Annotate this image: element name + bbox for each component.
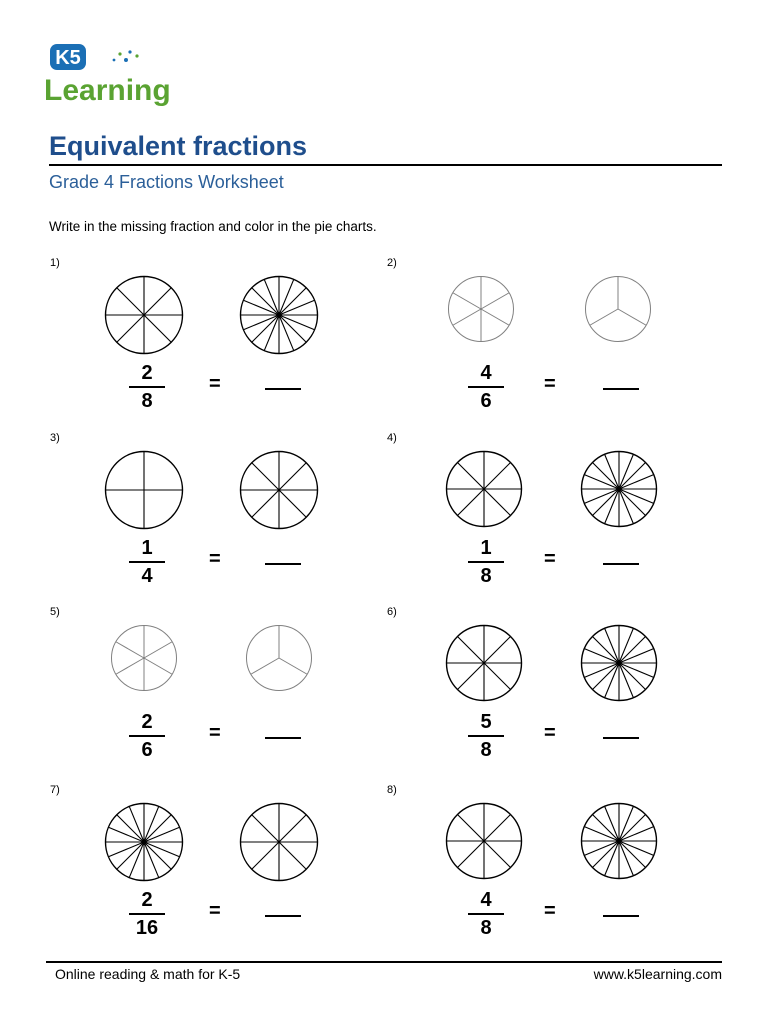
fraction-bar bbox=[468, 561, 504, 563]
problem-number: 3) bbox=[50, 432, 60, 444]
pie-chart[interactable] bbox=[239, 275, 319, 355]
logo-sparkle-icon bbox=[113, 50, 139, 62]
problem-7 bbox=[50, 784, 386, 964]
pie-chart[interactable] bbox=[580, 450, 658, 528]
pie-chart[interactable] bbox=[110, 624, 178, 692]
numerator: 2 bbox=[141, 362, 153, 384]
answer-blank[interactable] bbox=[265, 915, 301, 917]
pie-chart[interactable] bbox=[239, 802, 319, 882]
numerator: 5 bbox=[480, 711, 492, 733]
title-divider bbox=[49, 164, 722, 166]
denominator: 6 bbox=[480, 390, 492, 412]
given-fraction bbox=[466, 710, 506, 762]
equals-sign: = bbox=[209, 548, 221, 570]
equals-sign: = bbox=[209, 373, 221, 395]
given-fraction bbox=[127, 361, 167, 413]
problem-number: 1) bbox=[50, 257, 60, 269]
page-title: Equivalent fractions bbox=[49, 131, 308, 161]
problem-6 bbox=[387, 606, 723, 786]
fraction-bar bbox=[129, 735, 165, 737]
given-fraction bbox=[466, 361, 506, 413]
denominator: 8 bbox=[480, 565, 492, 587]
problem-number: 2) bbox=[387, 257, 397, 269]
fraction-bar bbox=[129, 386, 165, 388]
pie-chart[interactable] bbox=[104, 450, 184, 530]
denominator: 4 bbox=[141, 565, 153, 587]
equals-sign: = bbox=[544, 722, 556, 744]
k5-learning-logo bbox=[40, 40, 180, 106]
fraction-bar bbox=[468, 386, 504, 388]
pie-chart[interactable] bbox=[104, 275, 184, 355]
problem-number: 7) bbox=[50, 784, 60, 796]
pie-center-dot bbox=[617, 661, 622, 666]
footer-tagline: Online reading & math for K-5 bbox=[55, 966, 241, 982]
equals-sign: = bbox=[209, 900, 221, 922]
problem-number: 6) bbox=[387, 606, 397, 618]
instructions: Write in the missing fraction and color in the pie charts. bbox=[49, 219, 377, 234]
problem-number: 5) bbox=[50, 606, 60, 618]
given-fraction bbox=[127, 710, 167, 762]
fraction-bar bbox=[129, 913, 165, 915]
problem-8 bbox=[387, 784, 723, 964]
answer-blank[interactable] bbox=[265, 563, 301, 565]
given-fraction bbox=[127, 888, 167, 940]
logo-badge-text: K5 bbox=[55, 47, 81, 69]
given-fraction bbox=[466, 536, 506, 588]
denominator: 8 bbox=[480, 739, 492, 761]
numerator: 1 bbox=[480, 537, 492, 559]
equals-sign: = bbox=[544, 548, 556, 570]
numerator: 2 bbox=[141, 711, 153, 733]
given-fraction bbox=[127, 536, 167, 588]
fraction-bar bbox=[129, 561, 165, 563]
page-subtitle: Grade 4 Fractions Worksheet bbox=[49, 172, 284, 192]
pie-chart[interactable] bbox=[447, 275, 515, 343]
pie-chart[interactable] bbox=[104, 802, 184, 882]
pie-center-dot bbox=[617, 839, 622, 844]
numerator: 4 bbox=[480, 362, 492, 384]
answer-blank[interactable] bbox=[603, 388, 639, 390]
pie-chart[interactable] bbox=[445, 624, 523, 702]
denominator: 6 bbox=[141, 739, 153, 761]
pie-chart[interactable] bbox=[445, 450, 523, 528]
footer-divider bbox=[46, 961, 722, 963]
answer-blank[interactable] bbox=[265, 388, 301, 390]
fraction-bar bbox=[468, 913, 504, 915]
answer-blank[interactable] bbox=[603, 915, 639, 917]
pie-chart[interactable] bbox=[580, 624, 658, 702]
equals-sign: = bbox=[544, 373, 556, 395]
answer-blank[interactable] bbox=[603, 563, 639, 565]
numerator: 4 bbox=[480, 889, 492, 911]
pie-chart[interactable] bbox=[584, 275, 652, 343]
problem-number: 8) bbox=[387, 784, 397, 796]
footer-url[interactable]: www.k5learning.com bbox=[593, 966, 722, 982]
pie-chart[interactable] bbox=[239, 450, 319, 530]
problem-1 bbox=[50, 257, 386, 437]
pie-chart[interactable] bbox=[445, 802, 523, 880]
pie-center-dot bbox=[142, 840, 147, 845]
problem-3 bbox=[50, 432, 386, 612]
pie-chart[interactable] bbox=[245, 624, 313, 692]
denominator: 8 bbox=[141, 390, 153, 412]
numerator: 1 bbox=[141, 537, 153, 559]
fraction-bar bbox=[468, 735, 504, 737]
logo-word: Learning bbox=[44, 74, 171, 106]
answer-blank[interactable] bbox=[603, 737, 639, 739]
numerator: 2 bbox=[141, 889, 153, 911]
pie-chart[interactable] bbox=[580, 802, 658, 880]
problem-number: 4) bbox=[387, 432, 397, 444]
answer-blank[interactable] bbox=[265, 737, 301, 739]
denominator: 8 bbox=[480, 917, 492, 939]
equals-sign: = bbox=[209, 722, 221, 744]
equals-sign: = bbox=[544, 900, 556, 922]
problem-5 bbox=[50, 606, 386, 786]
given-fraction bbox=[466, 888, 506, 940]
denominator: 16 bbox=[135, 917, 159, 939]
pie-center-dot bbox=[617, 487, 622, 492]
pie-center-dot bbox=[277, 313, 282, 318]
problem-2 bbox=[387, 257, 723, 437]
problem-4 bbox=[387, 432, 723, 612]
